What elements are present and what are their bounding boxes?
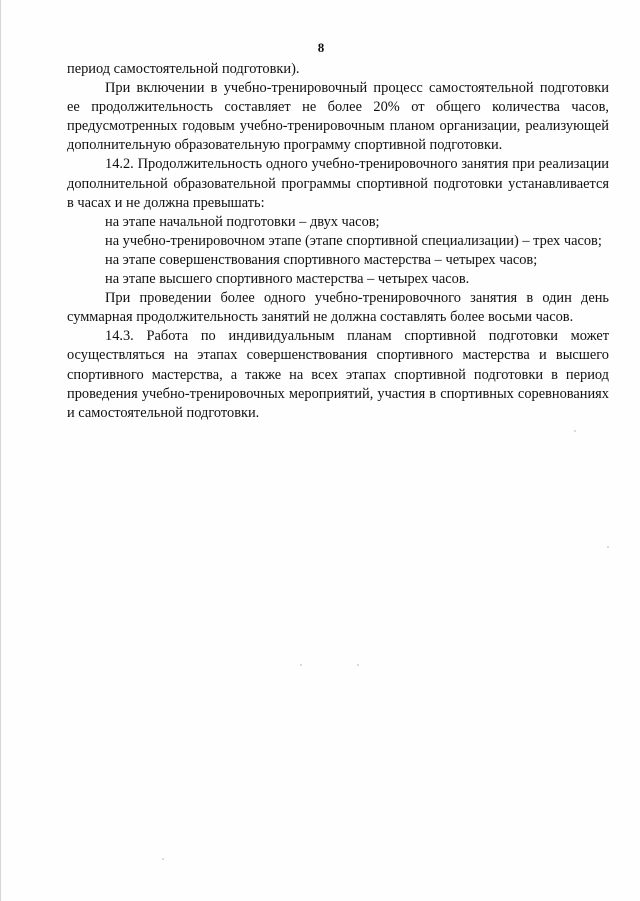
page-number: 8 — [317, 40, 325, 55]
paragraph-multiple-sessions: При проведении более одного учебно-тренировочного занятия в один день суммарная продолжительность занятий не должна составлять более восьми часов. — [67, 290, 609, 326]
paragraph-14-3: 14.3. Работа по индивидуальным планам спортивной подготовки может осуществляться на этапах совершенствования спортивного мастерства и высшего спортивного мастерства, а также на всех этапах спортивной подготовки в период проведения учебно-тренировочных мероприятий, участия в спортивных соревнованиях и самостоятельной подготовки. — [67, 328, 609, 421]
scan-speck — [574, 430, 576, 432]
paragraph-14-2: 14.2. Продолжительность одного учебно-тренировочного занятия при реализации дополнительной образовательной программы спортивной подготовки устанавливается в часах и не должна превышать: — [67, 156, 609, 211]
list-item-training-stage: на учебно-тренировочном этапе (этапе спортивной специализации) – трех часов; — [105, 232, 602, 249]
paragraph-self-training: При включении в учебно-тренировочный процесс самостоятельной подготовки ее продолжительность составляет не более 20% от общего количества часов, предусмотренных годовым учебно-тренировочным планом организации, реализующей дополнительную образовательную программу спортивной подготовки. — [67, 80, 609, 154]
document-body — [67, 60, 609, 423]
list-item-higher-mastery-stage: на этапе высшего спортивного мастерства – четырех часов. — [105, 271, 470, 288]
list-item-improvement-stage: на этапе совершенствования спортивного мастерства – четырех часов; — [105, 251, 538, 268]
scan-speck — [357, 664, 359, 666]
scan-speck — [162, 858, 164, 860]
list-item-initial-stage: на этапе начальной подготовки – двух часов; — [105, 213, 380, 230]
scan-speck — [607, 546, 609, 548]
paragraph-continuation: период самостоятельной подготовки). — [67, 61, 300, 77]
scan-speck — [300, 664, 302, 666]
